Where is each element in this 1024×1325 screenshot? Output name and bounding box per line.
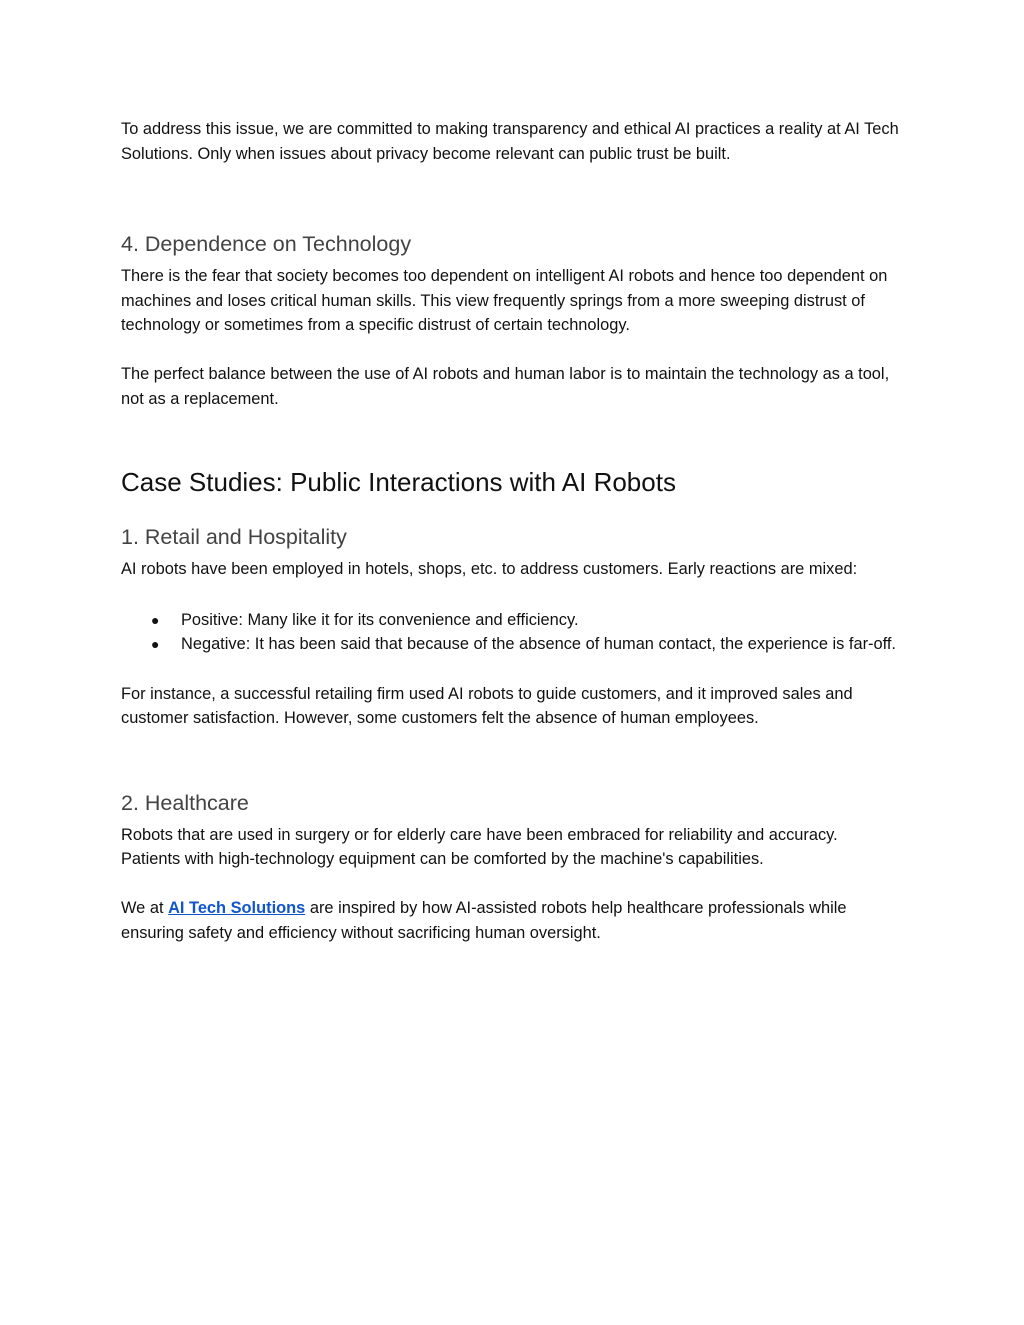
retail-heading: 1. Retail and Hospitality xyxy=(121,525,347,549)
healthcare-heading: 2. Healthcare xyxy=(121,790,249,815)
bullet-icon: ● xyxy=(151,635,160,652)
case-studies-heading: Case Studies: Public Interactions with AI Robots xyxy=(121,467,676,497)
list-item xyxy=(151,632,901,656)
intro-paragraph: To address this issue, we are committed to making transparency and ethical AI practices a reality at AI Tech Solutions. Only when issues about privacy become relevant can public trust be built. xyxy=(121,120,899,163)
list-item xyxy=(151,608,901,632)
ai-tech-solutions-link[interactable]: AI Tech Solutions xyxy=(168,899,306,917)
document-content xyxy=(121,117,901,945)
closing-prefix: We at xyxy=(121,899,169,917)
dependence-heading: 4. Dependence on Technology xyxy=(121,232,412,256)
closing-suffix: are inspired by how AI-assisted robots help healthcare professionals while ensuring safety and efficiency without sacrificing human oversight. xyxy=(121,899,847,942)
retail-reactions-list xyxy=(151,608,901,656)
bullet-text: Negative: It has been said that because of the absence of human contact, the experience is far-off. xyxy=(181,634,896,653)
retail-paragraph: AI robots have been employed in hotels, shops, etc. to address customers. Early reactions are mixed: xyxy=(121,560,858,578)
bullet-text: Positive: Many like it for its convenience and efficiency. xyxy=(181,610,579,629)
bullet-icon: ● xyxy=(151,611,160,628)
dependence-paragraph-1: There is the fear that society becomes too dependent on intelligent AI robots and hence too dependent on machines and loses critical human skills. This view frequently springs from a more sweeping distrust of technology or sometimes from a specific distrust of certain technology. xyxy=(121,267,888,334)
healthcare-paragraph: Robots that are used in surgery or for elderly care have been embraced for reliability and accuracy. Patients with high-technology equipment can be comforted by the machine's capabilities. xyxy=(121,825,838,868)
healthcare-closing-paragraph xyxy=(121,896,901,945)
dependence-paragraph-2: The perfect balance between the use of AI robots and human labor is to maintain the technology as a tool, not as a replacement. xyxy=(121,365,890,408)
retail-example-paragraph: For instance, a successful retailing firm used AI robots to guide customers, and it improved sales and customer satisfaction. However, some customers felt the absence of human employees. xyxy=(121,684,853,727)
